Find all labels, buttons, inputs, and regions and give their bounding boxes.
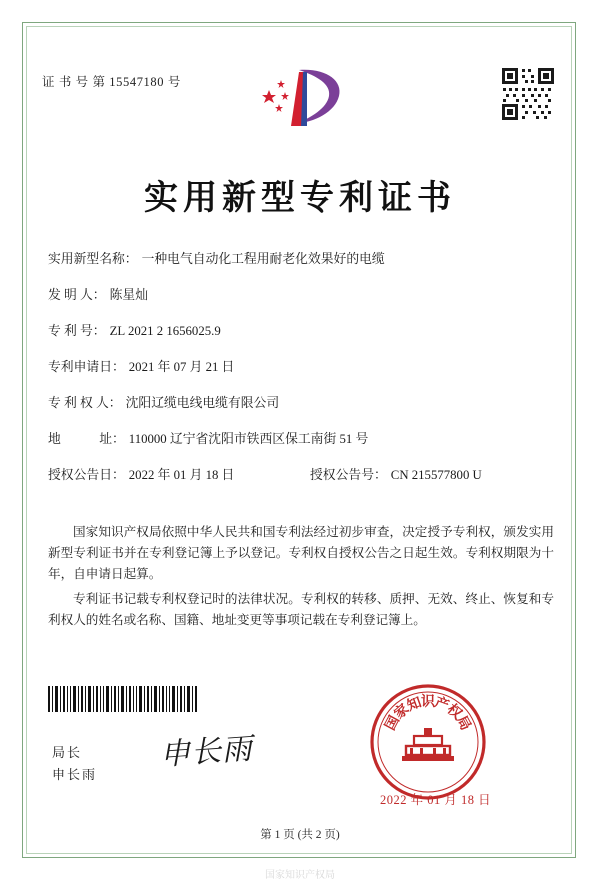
svg-text:权: 权 <box>443 701 465 723</box>
svg-text:产: 产 <box>432 695 451 715</box>
page-number: 第 1 页 (共 2 页) <box>260 829 340 841</box>
field-value: 沈阳辽缆电线电缆有限公司 <box>125 396 280 410</box>
field-value: 一种电气自动化工程用耐老化效果好的电缆 <box>141 252 385 266</box>
grant-date-value: 2022 年 01 月 18 日 <box>128 468 235 482</box>
grant-date-label: 授权公告日： <box>48 468 125 482</box>
field-value: 2021 年 07 月 21 日 <box>128 360 235 374</box>
body-text <box>48 522 554 635</box>
fields-block <box>48 248 558 500</box>
director-name: 申长雨 <box>52 767 98 782</box>
svg-text:局: 局 <box>452 713 473 734</box>
cnipa-logo-icon <box>255 64 347 134</box>
barcode-icon <box>48 686 198 712</box>
svg-text:识: 识 <box>421 695 435 710</box>
field-row-address <box>48 428 558 464</box>
field-row-patent-number <box>48 320 558 356</box>
footer-watermark: 国家知识产权局 <box>265 870 335 881</box>
field-label: 实用新型名称： <box>48 252 138 266</box>
grant-number-value: CN 215577800 U <box>390 468 482 482</box>
official-seal-icon <box>368 682 488 802</box>
field-label: 专利申请日： <box>48 360 125 374</box>
field-label: 发 明 人： <box>48 288 106 302</box>
qr-code-icon <box>500 66 556 122</box>
svg-text:家: 家 <box>391 701 413 723</box>
page-title: 实用新型专利证书 <box>144 180 456 217</box>
certificate-number: 证 书 号 第 15547180 号 <box>42 75 181 89</box>
field-row-patentee <box>48 392 558 428</box>
seal-date: 2022 年 01 月 18 日 <box>380 793 492 807</box>
grant-number-group <box>310 464 482 483</box>
field-row-grant <box>48 464 558 500</box>
field-row-application-date <box>48 356 558 392</box>
svg-text:国: 国 <box>383 713 404 734</box>
body-paragraph-1: 国家知识产权局依照中华人民共和国专利法经过初步审查，决定授予专利权，颁发实用新型专利证书并在专利登记簿上予以登记。专利权自授权公告之日起生效。专利权期限为十年，自申请日起算。 <box>48 525 554 581</box>
field-label: 地 址： <box>48 432 125 446</box>
svg-text:知: 知 <box>405 695 424 715</box>
field-value: 陈星灿 <box>109 288 148 302</box>
field-row-inventor <box>48 284 558 320</box>
director-title-label: 局长 <box>52 745 83 760</box>
field-row-name <box>48 248 558 284</box>
field-value: 110000 辽宁省沈阳市铁西区保工南街 51 号 <box>128 432 369 446</box>
grant-number-label: 授权公告号： <box>310 468 387 482</box>
director-signature: 申长雨 <box>158 732 254 772</box>
field-label: 专 利 权 人： <box>48 396 122 410</box>
field-value: ZL 2021 2 1656025.9 <box>109 324 221 338</box>
body-paragraph-2: 专利证书记载专利权登记时的法律状况。专利权的转移、质押、无效、终止、恢复和专利权人的姓名或名称、国籍、地址变更等事项记载在专利登记簿上。 <box>48 592 554 627</box>
field-label: 专 利 号： <box>48 324 106 338</box>
